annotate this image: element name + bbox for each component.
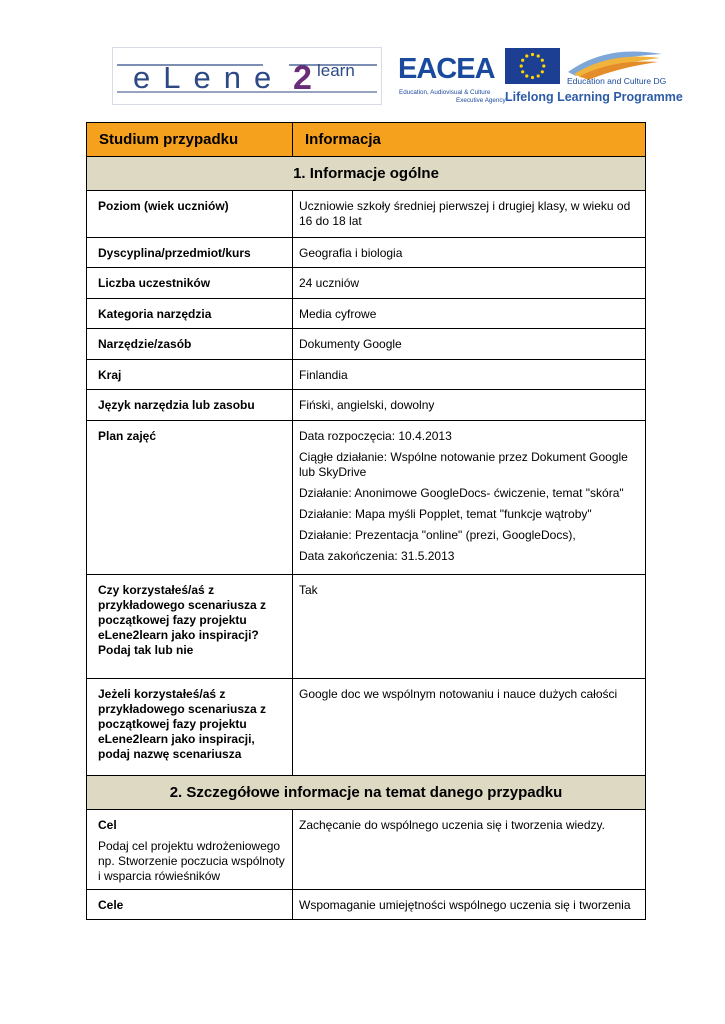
row-label-language: Język narzędzia lub zasobu [87, 390, 293, 421]
row-value-participants: 24 uczniów [293, 268, 646, 299]
row-label-tool-category: Kategoria narzędzia [87, 299, 293, 329]
row-label-level: Poziom (wiek uczniów) [87, 191, 293, 238]
row-value-level: Uczniowie szkoły średniej pierwszej i drugiej klasy, w wieku od 16 do 18 lat [293, 191, 646, 238]
table-row [87, 191, 646, 238]
table-row-plan [87, 421, 646, 575]
eacea-wordmark: EACEA [398, 53, 495, 85]
section-details-row [87, 776, 646, 810]
plan-activity-2: Działanie: Mapa myśli Popplet, temat "funkcje wątroby" [299, 507, 592, 521]
row-label-tool: Narzędzie/zasób [87, 329, 293, 360]
eacea-subtitle-2: Executive Agency [456, 97, 506, 104]
row-label-inspiration-question: Czy korzystałeś/aś z przykładowego scenariusza z początkowej fazy projektu eLene2learn jako inspiracji? Podaj tak lub nie [87, 575, 293, 679]
table-row-inspiration-name [87, 679, 646, 776]
table-row [87, 329, 646, 360]
header-cell-case-study: Studium przypadku [87, 123, 293, 157]
elene-learn: learn [317, 61, 355, 80]
table-row-inspiration-question [87, 575, 646, 679]
row-value-inspiration-question: Tak [293, 575, 646, 679]
row-value-language: Fiński, angielski, dowolny [293, 390, 646, 421]
row-value-goal: Zachęcanie do wspólnego uczenia się i tworzenia wiedzy. [293, 810, 646, 890]
row-value-tool-category: Media cyfrowe [293, 299, 646, 329]
goal-label: Cel [98, 818, 117, 832]
section-details-title: 2. Szczegółowe informacje na temat danego przypadku [87, 776, 646, 810]
table-row [87, 390, 646, 421]
elene-two: 2 [293, 59, 312, 97]
table-row [87, 238, 646, 268]
row-label-participants: Liczba uczestników [87, 268, 293, 299]
table-row [87, 360, 646, 390]
header-cell-information: Informacja [293, 123, 646, 157]
row-label-goal [87, 810, 293, 890]
row-value-objectives: Wspomaganie umiejętności wspólnego uczenia się i tworzenia [293, 890, 646, 920]
eu-flag-icon [505, 48, 560, 84]
row-label-inspiration-name: Jeżeli korzystałeś/aś z przykładowego scenariusza z początkowej fazy projektu eLene2learn jako inspiracji, podaj nazwę scenariusza [87, 679, 293, 776]
section-general-row [87, 157, 646, 191]
row-value-tool: Dokumenty Google [293, 329, 646, 360]
eacea-logo [396, 46, 506, 106]
row-value-plan [293, 421, 646, 575]
eacea-subtitle-1: Education, Audiovisual & Culture [399, 89, 491, 96]
table-header-row [87, 123, 646, 157]
plan-end-date: Data zakończenia: 31.5.2013 [299, 549, 455, 563]
row-label-plan: Plan zajęć [87, 421, 293, 575]
row-label-country: Kraj [87, 360, 293, 390]
row-value-inspiration-name: Google doc we wspólnym notowaniu i nauce dużych całości [293, 679, 646, 776]
table-row-goal [87, 810, 646, 890]
table-row-objectives [87, 890, 646, 920]
elene-wordmark: eLene [133, 60, 285, 95]
plan-activity-1: Działanie: Anonimowe GoogleDocs- ćwiczenie, temat "skóra" [299, 486, 624, 500]
lifelong-learning-label: Lifelong Learning Programme [505, 90, 683, 104]
row-value-discipline: Geografia i biologia [293, 238, 646, 268]
row-value-country: Finlandia [293, 360, 646, 390]
plan-activity-3: Działanie: Prezentacja "online" (prezi, GoogleDocs), [299, 528, 576, 542]
row-label-objectives: Cele [87, 890, 293, 920]
education-culture-dg-label: Education and Culture DG [567, 76, 667, 86]
plan-continuous-activity: Ciągłe działanie: Wspólne notowanie przez Dokument Google lub SkyDrive [299, 450, 628, 479]
goal-hint: Podaj cel projektu wdrożeniowego np. Stworzenie poczucia wspólnoty i wsparcia rówieśników [98, 839, 285, 883]
row-label-discipline: Dyscyplina/przedmiot/kurs [87, 238, 293, 268]
plan-start-date: Data rozpoczęcia: 10.4.2013 [299, 429, 452, 443]
case-study-table [86, 122, 646, 920]
section-general-title: 1. Informacje ogólne [87, 157, 646, 191]
table-row [87, 299, 646, 329]
table-row [87, 268, 646, 299]
elene2learn-logo [112, 47, 382, 105]
